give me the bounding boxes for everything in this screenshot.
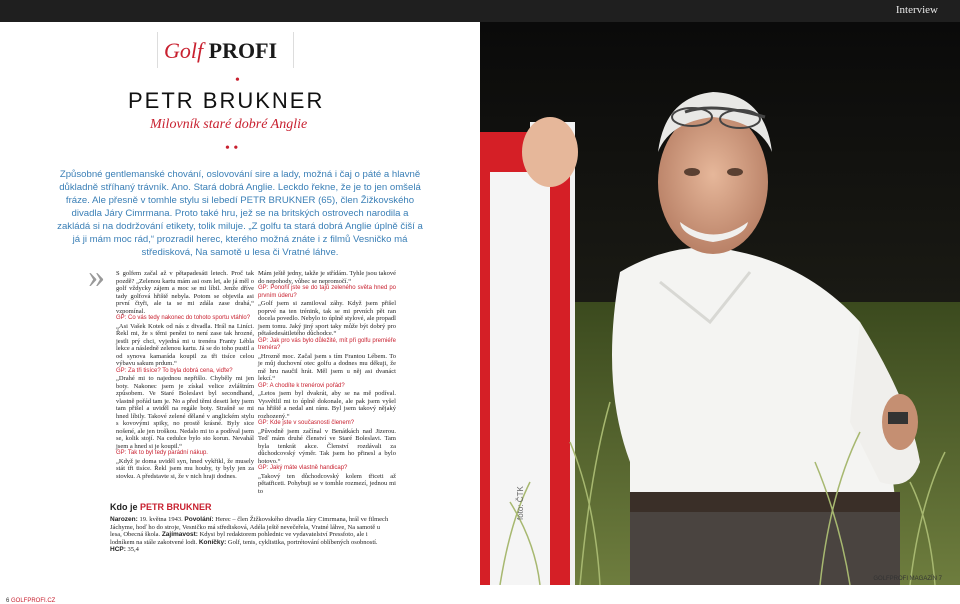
top-bar xyxy=(0,0,960,22)
interview-answer: „Takový ten důchodcovský kolem třiceti až pětatřiceti. Pohybuji se v tomhle rozmezí, jednou mi to xyxy=(258,472,396,495)
article-lead: Způsobné gentlemanské chování, oslovování sire a lady, možná i čaj o páté a hlavně důkladně stříhaný trávník. Ano. Stará dobrá Anglie. Leckdo řekne, že je to jen omšelá fráze. Ale přesně v tomhle stylu si lebedí PETR BRUKNER (65), člen Žižkovského divadla Járy Cimrmana. Proto také hru, jež se na britských ostrovech narodila a zakládá si na dodržování etikety, tolik miluje. „Z golfu ta stará dobrá Anglie úplně čiší a já ji mám moc rád,“ prozradil herec, kterého možná znáte i z filmů Vesničko má středisková, Na samotě u lesa či Vratné láhve. xyxy=(57,169,423,258)
interview-question: GP: Co vás tedy nakonec do tohoto sportu vtáhlo? xyxy=(116,315,251,321)
interview-answer: „Asi Vašek Kotek od nás z divadla. Hrál na Liníci. Řekl mi, že s těmi penězi to není zase tak hrozné, jestli prý chci, vyjedná mi u trenéra Franty Lébla lekce a následně zelenou kartu. Já se do toho pustil a od synova kamaráda koupil za tři tisíce celou výbavu sakum prdum.“ xyxy=(116,322,254,367)
section-label: Interview xyxy=(895,4,938,16)
interview-question: GP: Jaký máte vlastně handicap? xyxy=(258,465,348,471)
profile-box xyxy=(110,502,410,562)
interview-question: GP: Za tři tisíce? To byla dobrá cena, viďte? xyxy=(116,367,233,374)
interview-question: GP: A chodíte k trenérovi pořád? xyxy=(258,382,345,389)
article-subtitle: Milovník staré dobré Anglie xyxy=(150,117,308,132)
interview-answer: „Původně jsem začínal v Benátkách nad Jizerou. Teď mám druhé členství ve Staré Boleslavi. Tam byla tenkrát akce. Členství rozdávali za důchodcovský výměr. Tak jsem ho přinesl a bylo hotovo.“ xyxy=(258,427,396,465)
interview-question: GP: Ponořil jste se do tajů zeleného světa hned po prvním úderu? xyxy=(258,285,396,299)
photo-credit: foto: ČTK xyxy=(516,486,525,520)
interview-question: GP: Kde jste v současnosti členem? xyxy=(258,420,355,426)
portrait-photo xyxy=(480,22,960,585)
text-column-1 xyxy=(116,270,254,480)
decor-dots: • • xyxy=(225,141,239,156)
interview-question: GP: Tak to byl tedy parádní nákup. xyxy=(116,450,208,456)
interview-question: GP: Jak pro vás bylo důležité, mít při golfu premiéře trenéra? xyxy=(258,337,396,351)
footer-right: GOLFPROFI MAGAZÍN 7 xyxy=(873,576,942,582)
interview-answer: „Hrozně moc. Začal jsem s tím Frantou Lébem. To je můj duchovní otec golfu a dodnes mu děkuji, že mě hru naučil hrát. Měl jsem u něj asi dvanáct lekcí.“ xyxy=(258,352,396,382)
right-page-photo xyxy=(480,22,960,585)
profile-box-title: Kdo je PETR BRUKNER xyxy=(110,502,212,512)
text-column-2 xyxy=(258,270,396,495)
interview-answer: Mám ještě jedny, takže je střídám. Tyhle jsou takové do nepohody, vůbec se nepromočí.“ xyxy=(258,270,396,285)
interview-answer: „Golf jsem si zamiloval záhy. Když jsem přišel poprvé na ten trénink, tak se mi prvních pět ran docela povedlo. Nebylo to úplně stylové, ale propadl jsem tomu. Jaký jiný sport taky může být dobrý pro pětašedesátiletého důchodce.“ xyxy=(258,300,396,337)
logo-golf: Golf xyxy=(164,38,204,63)
magazine-logo xyxy=(157,32,294,68)
article-title: PETR BRUKNER xyxy=(128,88,325,113)
logo-profi: PROFI xyxy=(208,38,278,63)
interview-answer: S golfem začal až v pětapadesáti letech. Proč tak pozdě? „Zelenou kartu mám asi osm let, ale já měl o golf vždycky zájem a moc se mi líbil. Jenže dříve tady golfová hřiště nebyla. Potom se objevila asi první čtyři, ale ta se mi zdála zase drahá,“ vzpomínal. xyxy=(116,270,254,315)
interview-answer: „Letos jsem byl dvakrát, aby se na mě podíval. Vysvětlil mi to úplně dokonale, ale pak jsem vyšel na hřiště a nedal ani ránu. Byl jsem takový nějaký rozhozený.“ xyxy=(258,390,396,420)
interview-answer: „Když je doma uviděl syn, hned vykřikl, že musely stát tři tisíce. Řekl jsem mu houby, ty byly jen za stovku. A představte si, že v nich hraji dodnes. xyxy=(116,457,254,480)
profile-box-text: Narozen: 19. května 1943. Povolání: Herec – člen Žižkovského divadla Járy Cimrmana, hrál ve filmech Jáchyme, hoď ho do stroje, Vesničko má středisková, Adéla ještě nevečeřela, Vratné láhve, Na samotě u lesa, Obecná škola. Zajímavost: Kdysi byl redaktorem pohlednic ve vydavatelství Pressfoto, ale i lodníkem na stále zakotvené lodi. Koníčky: Golf, tenis, cyklistika, portrétování oblíbených osobností. HCP: 35,4 xyxy=(110,516,389,553)
quote-mark-icon: » xyxy=(88,258,105,295)
road-sign xyxy=(480,117,578,585)
decor-dot: • xyxy=(235,73,240,88)
footer-left: 6 GOLFPROFI.CZ xyxy=(6,598,56,604)
interview-answer: „Drahé mi to najednou nepřišlo. Chyběly mi jen boty. Nakonec jsem je získal velice zvláštním způsobem. Ve Staré Boleslavi byl secondhand, vlastně pořád tam je. No a před těmi deseti lety jsem tam přišel a uviděl na regále boty. Strašně se mi hned líbily. Takové zelené dělané v anglickém stylu s kovovými spiky, no prostě krásné. Byly sice nošené, ale jen troškou. Nedalo mi to a podíval jsem se, kolik stojí. Na cedulce bylo sto korun. Nevahál jsem a hned si je koupil.“ xyxy=(116,375,254,450)
left-page xyxy=(0,22,480,604)
